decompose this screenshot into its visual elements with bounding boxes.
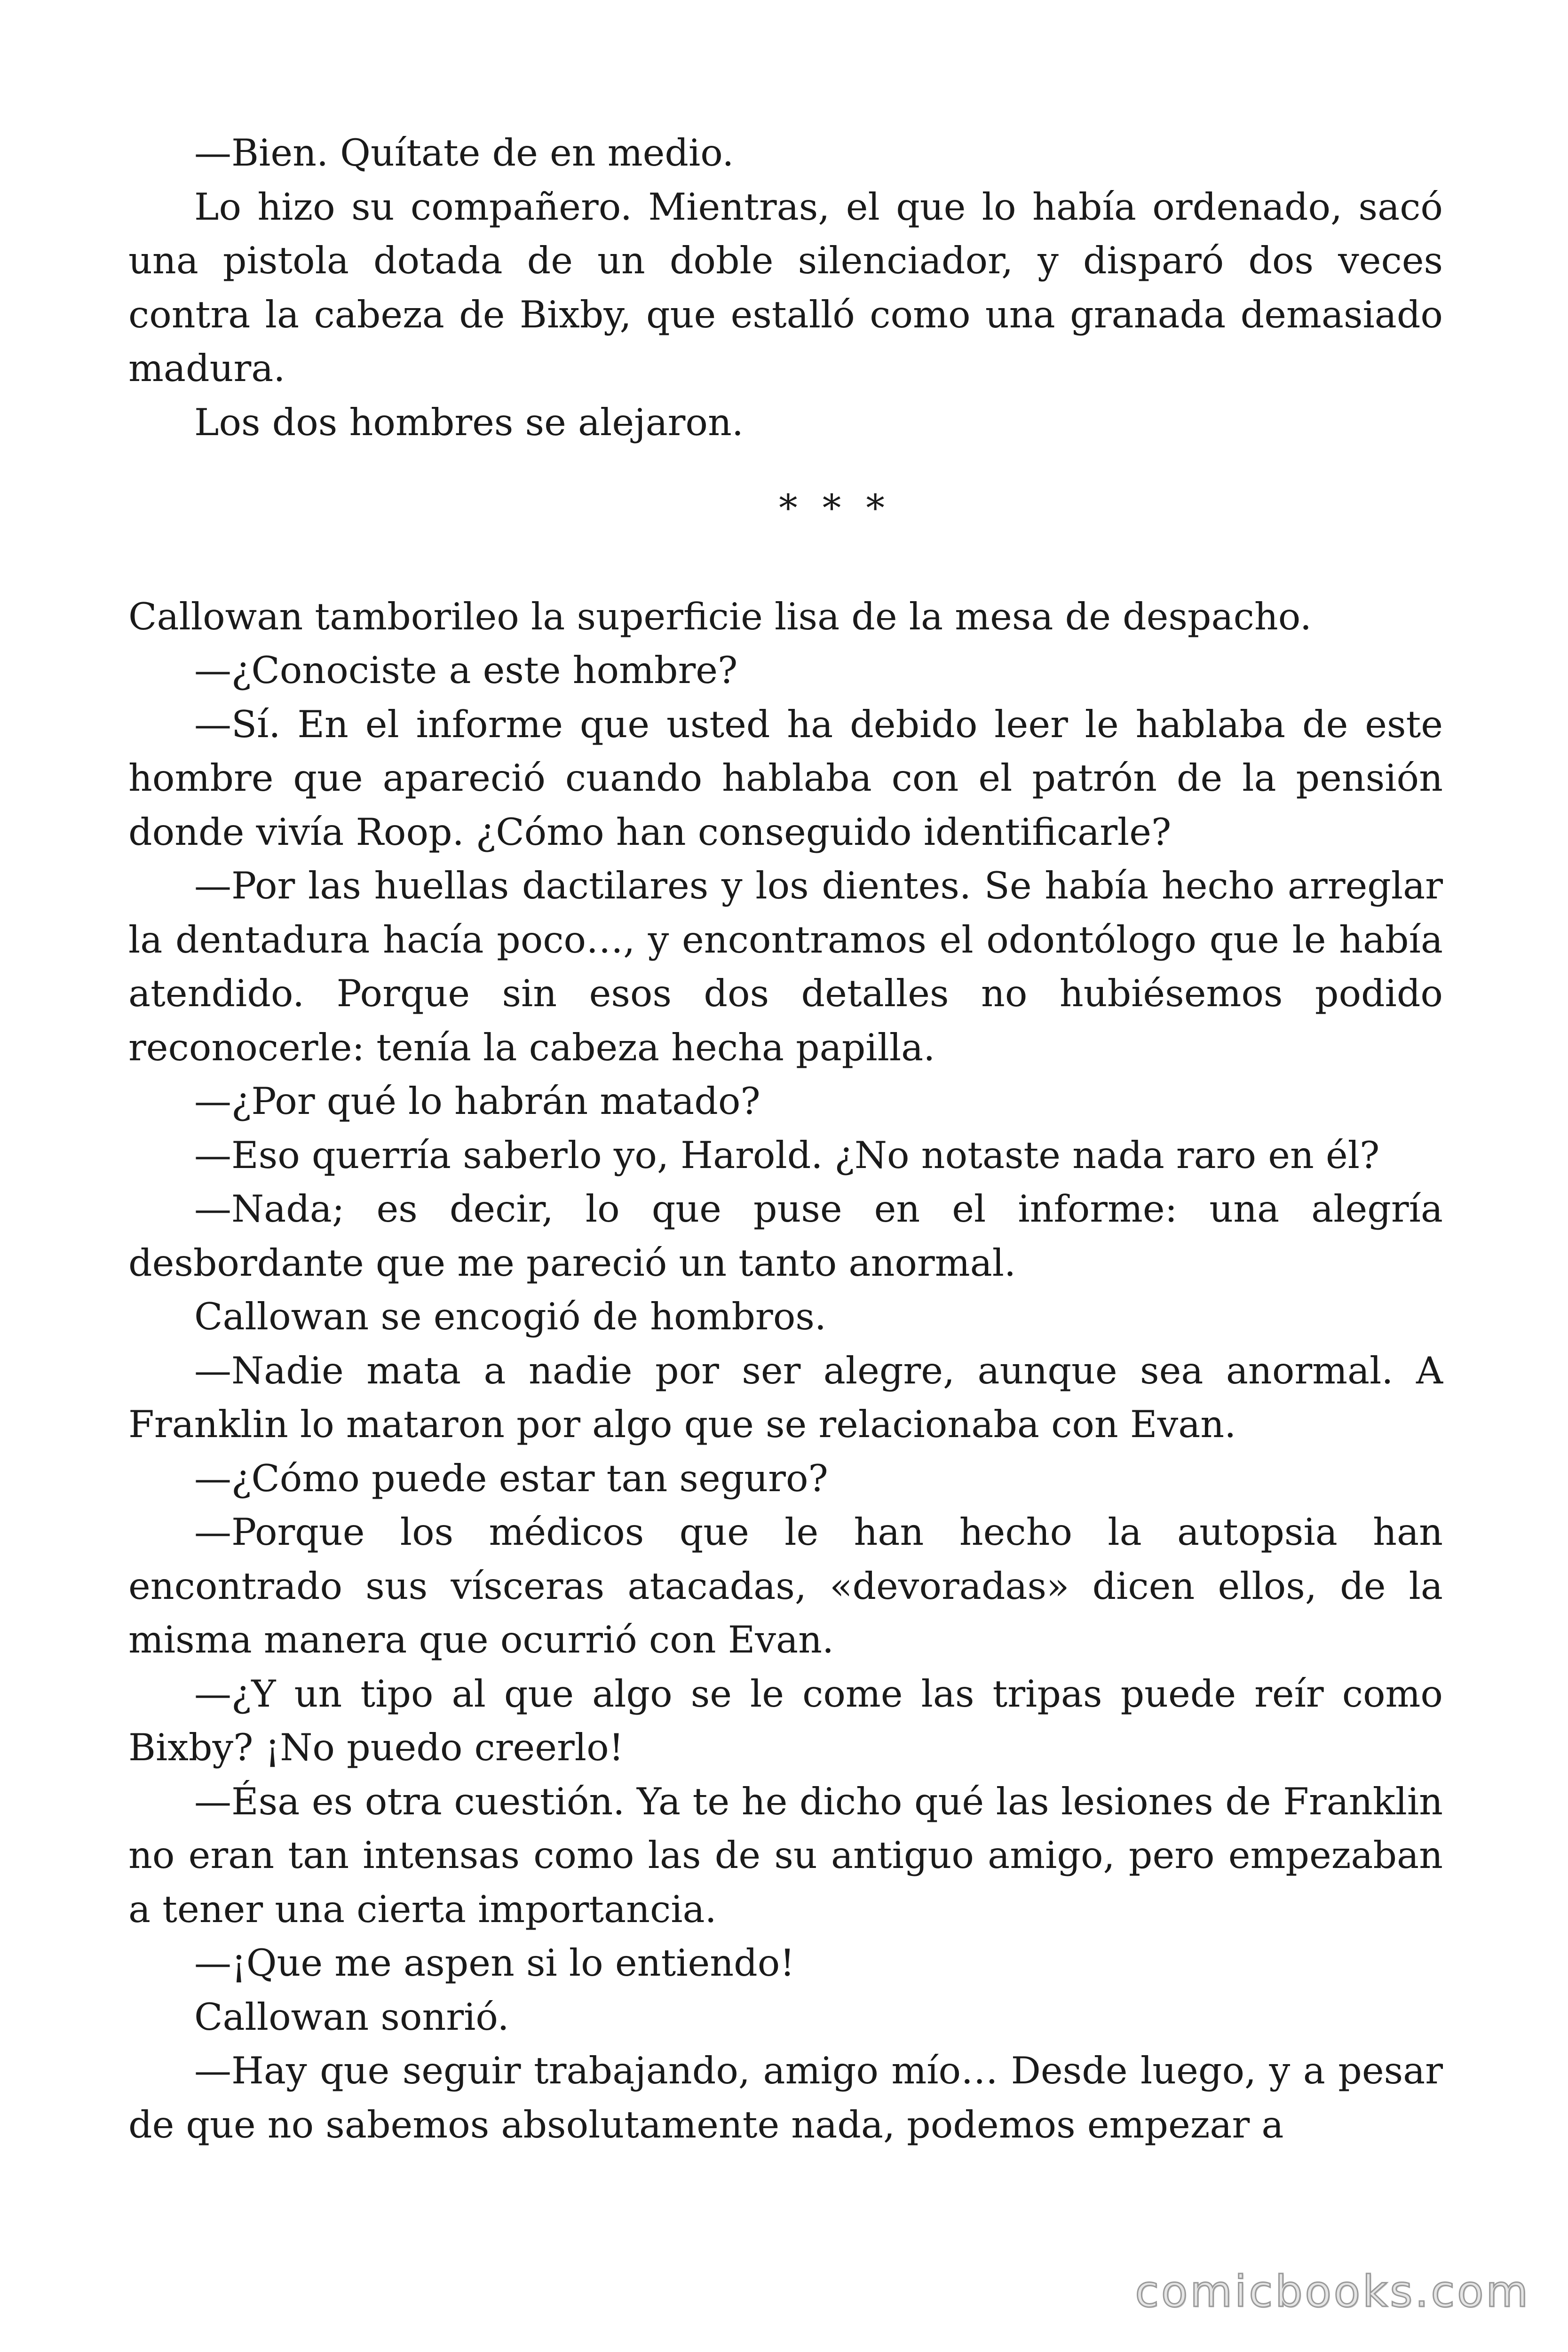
paragraph: Callowan sonrió. bbox=[194, 1995, 509, 2039]
paragraph: —¿Por qué lo habrán matado? bbox=[194, 1080, 760, 1123]
paragraph: Callowan se encogió de hombros. bbox=[194, 1295, 827, 1338]
paragraph: —Eso querría saberlo yo, Harold. ¿No notaste nada raro en él? bbox=[194, 1133, 1380, 1177]
paragraph: —Nada; es decir, lo que puse en el informe: una alegría desbordante que me pareció un tanto anormal. bbox=[128, 1187, 1443, 1285]
paragraph: —Por las huellas dactilares y los dientes. Se había hecho arreglar la dentadura hacía poco…, y encontramos el odontólogo que le había atendido. Porque sin esos dos detalles no hubiésemos podido reconocerle: tenía la cabeza hecha papilla. bbox=[128, 864, 1443, 1069]
page-body-text bbox=[128, 126, 1443, 2152]
paragraph: —Hay que seguir trabajando, amigo mío… Desde luego, y a pesar de que no sabemos absolutamente nada, podemos empezar a bbox=[128, 2049, 1443, 2146]
paragraph: —Porque los médicos que le han hecho la autopsia han encontrado sus vísceras atacadas, «devoradas» dicen ellos, de la misma manera que ocurrió con Evan. bbox=[128, 1510, 1443, 1661]
paragraph: —¿Conociste a este hombre? bbox=[194, 649, 738, 692]
paragraph: —¿Cómo puede estar tan seguro? bbox=[194, 1456, 828, 1500]
paragraph: —Bien. Quítate de en medio. bbox=[194, 131, 734, 175]
watermark: comicbooks.com bbox=[1135, 2266, 1530, 2317]
paragraph: Callowan tamborileo la superficie lisa de la mesa de despacho. bbox=[128, 595, 1312, 638]
scene-separator: * * * bbox=[779, 486, 891, 530]
paragraph: —¡Que me aspen si lo entiendo! bbox=[194, 1941, 795, 1985]
paragraph: Los dos hombres se alejaron. bbox=[194, 400, 744, 444]
paragraph: —Ésa es otra cuestión. Ya te he dicho qué las lesiones de Franklin no eran tan intensas como las de su antiguo amigo, pero empezaban a tener una cierta importancia. bbox=[128, 1780, 1443, 1931]
paragraph: —¿Y un tipo al que algo se le come las tripas puede reír como Bixby? ¡No puedo creerlo! bbox=[128, 1672, 1443, 1769]
paragraph: —Sí. En el informe que usted ha debido leer le hablaba de este hombre que apareció cuando hablaba con el patrón de la pensión donde vivía Roop. ¿Cómo han conseguido identificarle? bbox=[128, 702, 1443, 854]
paragraph: —Nadie mata a nadie por ser alegre, aunque sea anormal. A Franklin lo mataron por algo que se relacionaba con Evan. bbox=[128, 1349, 1443, 1446]
paragraph: Lo hizo su compañero. Mientras, el que lo había ordenado, sacó una pistola dotada de un doble silenciador, y disparó dos veces contra la cabeza de Bixby, que estalló como una granada demasiado madura. bbox=[128, 185, 1443, 390]
